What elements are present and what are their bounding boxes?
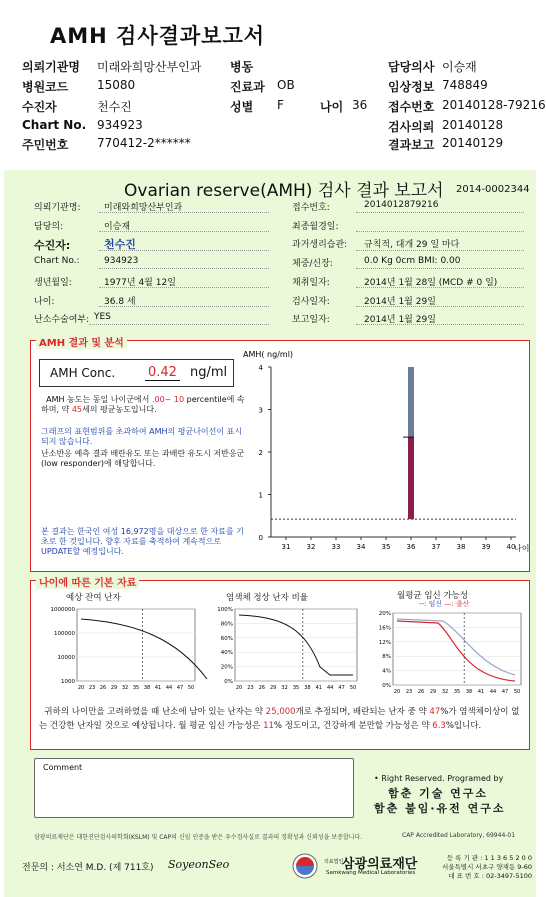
header-label: 진료과 (230, 80, 265, 94)
certification-note: 삼광의료재단은 대한진단검사의학회(KSLM) 및 CAP의 신임 인증을 받은 우수검사실로 결과의 정확성과 신뢰성을 보증합니다. (34, 834, 363, 841)
y-tick-label: 4 (258, 364, 263, 372)
bar-upper-range (408, 367, 414, 437)
x-tick-label: 38 (304, 685, 311, 691)
patient-info (34, 200, 274, 350)
header-label: 임상정보 (388, 80, 435, 94)
header-label: Chart No. (22, 118, 87, 132)
info-label: 최종월경일: (292, 222, 339, 232)
y-tick-label: 100% (217, 607, 233, 613)
chart-title: 예상 잔여 난자 (66, 593, 121, 603)
info-value: 천수진 (104, 238, 136, 251)
estimated-eggs: 25,000 (265, 707, 296, 717)
info-label: Chart No.: (34, 256, 80, 266)
header-label: 의뢰기관명 (22, 60, 80, 74)
amh-conc-unit: ng/ml (190, 365, 228, 380)
cap-note: CAP Accredited Laboratory, 69944-01 (402, 832, 516, 839)
header-value: 20140128-79216 (442, 98, 546, 112)
info-value: 36.8 세 (104, 297, 136, 307)
report-code: 2014-0002344 (456, 184, 530, 195)
amh-result-section (30, 340, 530, 572)
x-tick-label: 47 (501, 689, 509, 695)
y-tick-label: 1 (258, 491, 263, 500)
x-tick-label: 38 (143, 685, 151, 691)
y-tick-label: 8% (382, 654, 391, 661)
org-name-en: Samkwang Medical Laboratories (326, 870, 416, 876)
x-tick-label: 34 (356, 543, 366, 551)
percentile-text (41, 395, 246, 415)
x-tick-label: 39 (481, 543, 491, 551)
x-tick-label: 35 (292, 685, 300, 691)
amh-section-title: AMH 결과 및 분석 (36, 334, 127, 349)
text-fragment: AMH 농도는 동일 나이군에서 (46, 395, 150, 404)
y-tick-label: 100000 (54, 631, 75, 637)
x-axis-label: 나이 (514, 544, 530, 553)
info-label: 과거생리습관: (292, 240, 348, 250)
header-value: 천수진 (97, 100, 132, 114)
x-tick-label: 23 (88, 685, 96, 691)
plot-area (235, 609, 357, 681)
info-value: YES (94, 312, 111, 322)
y-tick-label: 1000 (61, 679, 75, 685)
contact-line: 등 록 기 관 : 1 1 3 6 5 2 0 0 (446, 854, 532, 862)
header-label: 병원코드 (22, 80, 69, 94)
x-tick-label: 40 (506, 543, 516, 551)
info-label: 생년월일: (34, 278, 72, 288)
text-fragment: %입니다. (445, 721, 482, 731)
info-label: 난소수술여부: (34, 315, 90, 325)
header-label: 수진자 (22, 100, 57, 114)
x-tick-label: 35 (453, 689, 461, 695)
doctor-name: 전문의 : 서소연 M.D. (제 711호) (22, 863, 154, 873)
info-label: 보고일자: (292, 315, 330, 325)
text-fragment: percentile에 속하며, 약 (41, 395, 245, 414)
x-tick-label: 29 (110, 685, 118, 691)
x-tick-label: 41 (154, 685, 162, 691)
normal-egg-percent: 47 (429, 707, 441, 717)
text-fragment: 귀하의 나이만을 고려하였을 때 난소에 남아 있는 난자는 약 (44, 707, 264, 717)
birth-percent: 6.3 (432, 721, 446, 731)
y-tick-label: 60% (220, 635, 233, 642)
x-tick-label: 36 (406, 543, 416, 551)
legend-pregnancy: 임신 (428, 600, 443, 608)
amh-age-chart (241, 347, 530, 567)
amh-conc-label: AMH Conc. (50, 366, 116, 380)
info-value: 2014012879216 (364, 200, 439, 210)
header-value: 15080 (97, 78, 136, 92)
text-fragment: 세의 평균농도입니다. (82, 405, 157, 414)
header-value: 이승재 (442, 60, 477, 74)
y-tick-label: 20% (220, 664, 233, 671)
doctor-signature: SoyeonSeo (168, 858, 230, 871)
samkwang-logo-icon (290, 852, 320, 880)
x-tick-label: 35 (132, 685, 140, 691)
bar-patient (408, 437, 414, 519)
monthly-pregnancy-chart (361, 605, 526, 701)
header-value: F (277, 98, 284, 112)
sample-info (292, 200, 532, 350)
report-sheet (4, 170, 536, 897)
info-value: 934923 (104, 256, 139, 266)
x-tick-label: 47 (338, 685, 345, 691)
header-label: 접수번호 (388, 100, 435, 114)
info-value: 0.0 Kg 0cm BMI: 0.00 (364, 256, 461, 266)
average-age: 45 (71, 405, 83, 414)
info-label: 의뢰기관명: (34, 203, 81, 213)
x-tick-label: 31 (281, 543, 291, 551)
institute-name: 함춘 기술 연구소 (388, 787, 489, 800)
x-tick-label: 32 (121, 685, 129, 691)
header-label: 결과보고 (388, 138, 435, 152)
x-tick-label: 47 (176, 685, 184, 691)
header-label: 검사의뢰 (388, 120, 435, 134)
info-value: 이승재 (104, 222, 131, 232)
pregnancy-percent: 11 (263, 721, 274, 731)
info-label: 담당의: (34, 222, 64, 232)
x-tick-label: 26 (417, 689, 425, 695)
info-label: 체중/신장: (292, 259, 333, 269)
contact-line: 대 표 번 호 : 02-3497-5100 (448, 872, 532, 880)
amh-conc-value: 0.42 (145, 365, 180, 381)
y-tick-label: 3 (258, 406, 263, 415)
x-tick-label: 41 (477, 689, 485, 695)
x-tick-label: 38 (456, 543, 466, 551)
page-title: AMH 검사결과보고서 (50, 24, 266, 48)
x-tick-label: 37 (431, 543, 441, 551)
info-value: 2014년 1월 28일 (MCD # 0 일) (364, 278, 498, 288)
y-tick-label: 4% (382, 668, 391, 675)
header-value: 20140128 (442, 118, 504, 132)
x-tick-label: 50 (349, 685, 357, 691)
rights-reserved: • Right Reserved. Programed by (374, 774, 504, 783)
org-prefix: 의료법인 (324, 859, 344, 865)
y-tick-label: 0% (224, 679, 233, 685)
header-info (22, 58, 546, 158)
org-name: 삼광의료재단 (342, 857, 418, 872)
info-label: 나이: (34, 297, 55, 307)
x-tick-label: 20 (393, 689, 401, 695)
comment-box (34, 758, 354, 818)
x-tick-label: 44 (327, 685, 334, 691)
amh-concentration-box (39, 359, 234, 387)
header-label: 병동 (230, 60, 254, 74)
info-value: 2014년 1월 29일 (364, 297, 436, 307)
header-label: 성별 (230, 100, 254, 114)
graph-range-note: 그래프의 표현범위를 초과하여 AMH의 평균나이선이 표시되지 않습니다. (41, 427, 243, 446)
institute-name: 함춘 불임·유전 연구소 (374, 802, 506, 815)
y-tick-label: 1000000 (50, 607, 75, 613)
normal-egg-ratio-chart (199, 601, 359, 701)
report-title: Ovarian reserve(AMH) 검사 결과 보고서 (124, 181, 444, 201)
chart-title: 염색체 정상 난자 비율 (226, 593, 309, 603)
x-tick-label: 32 (306, 543, 316, 551)
header-value: 미래와희망산부인과 (97, 60, 202, 74)
plot-area (393, 613, 521, 685)
header-value: 748849 (442, 78, 488, 92)
x-tick-label: 20 (77, 685, 85, 691)
x-tick-label: 26 (99, 685, 107, 691)
header-label: 담당의사 (388, 60, 435, 74)
header-value: 36 (352, 98, 368, 112)
x-tick-label: 33 (331, 543, 341, 551)
header-label: 나이 (320, 100, 344, 114)
age-section-title: 나이에 따른 기본 자료 (36, 574, 139, 589)
y-tick-label: 0 (258, 534, 263, 542)
chart-legend: --: 임신 —: 출산 (419, 600, 470, 608)
y-axis-label: AMH( ng/ml) (243, 350, 294, 359)
x-tick-label: 50 (513, 689, 521, 695)
response-prediction: 난소반응 예측 결과 배란유도 또는 과배란 유도시 저반응군 (low responder)에 해당합니다. (41, 449, 245, 468)
y-tick-label: 12% (378, 639, 391, 646)
header-value: OB (277, 78, 295, 92)
info-label: 채취일자: (292, 278, 330, 288)
info-value: 미래와희망산부인과 (104, 203, 183, 213)
legend-birth: 출산 (456, 600, 470, 608)
info-value: 규칙적, 대개 29 일 마다 (364, 240, 460, 250)
header-value: 934923 (97, 118, 143, 132)
x-tick-label: 38 (465, 689, 473, 695)
age-summary-text (39, 705, 524, 733)
x-tick-label: 32 (281, 685, 288, 691)
header-value: 20140129 (442, 136, 504, 150)
percentile-range: .00~ 10 (151, 395, 185, 404)
x-tick-label: 50 (187, 685, 195, 691)
y-tick-label: 20% (378, 611, 391, 617)
y-tick-label: 2 (258, 449, 263, 457)
x-tick-label: 26 (258, 685, 265, 691)
x-tick-label: 44 (165, 685, 173, 691)
x-tick-label: 29 (429, 689, 437, 695)
x-tick-label: 23 (247, 685, 254, 691)
info-label: 검사일자: (292, 297, 330, 307)
x-tick-label: 29 (270, 685, 277, 691)
info-label: 수진자: (34, 239, 71, 252)
x-tick-label: 35 (381, 543, 391, 551)
x-tick-label: 20 (235, 685, 243, 691)
text-fragment: % 정도이고, 건강하게 분만할 가능성은 약 (273, 721, 430, 731)
data-basis-note: 본 결과는 한국인 여성 16,972명을 대상으로 한 자료를 기초로 한 것입니다. 향후 자료를 축적하여 계속적으로 UPDATE할 예정입니다. (41, 527, 244, 556)
header-value: 770412-2****** (97, 136, 191, 150)
x-tick-label: 23 (405, 689, 413, 695)
y-tick-label: 40% (220, 650, 233, 657)
info-label: 접수번호: (292, 203, 330, 213)
age-data-section (30, 580, 530, 750)
header-label: 주민번호 (22, 138, 69, 152)
y-tick-label: 0% (382, 683, 391, 689)
y-tick-label: 16% (378, 625, 391, 632)
x-tick-label: 32 (441, 689, 449, 695)
x-tick-label: 41 (315, 685, 322, 691)
text-fragment: %가 염색체이상이 없는 건강한 난자일 것으로 예상됩니다. 월 평균 임신 가능성은 (39, 707, 520, 731)
x-tick-label: 44 (489, 689, 497, 695)
comment-label: Comment (43, 763, 83, 772)
contact-info (440, 854, 532, 881)
text-fragment: 개로 추정되며, 배란되는 난자 중 약 (295, 707, 427, 717)
chart-title: 월평균 임신 가능성 (397, 591, 469, 601)
contact-line: 서울특별시 서초구 양재동 9-60 (441, 863, 532, 871)
remaining-eggs-chart (37, 601, 197, 701)
y-tick-label: 80% (220, 621, 233, 628)
info-value: 1977년 4월 12일 (104, 278, 176, 288)
info-value: 2014년 1월 29일 (364, 315, 436, 325)
y-tick-label: 10000 (57, 655, 75, 661)
